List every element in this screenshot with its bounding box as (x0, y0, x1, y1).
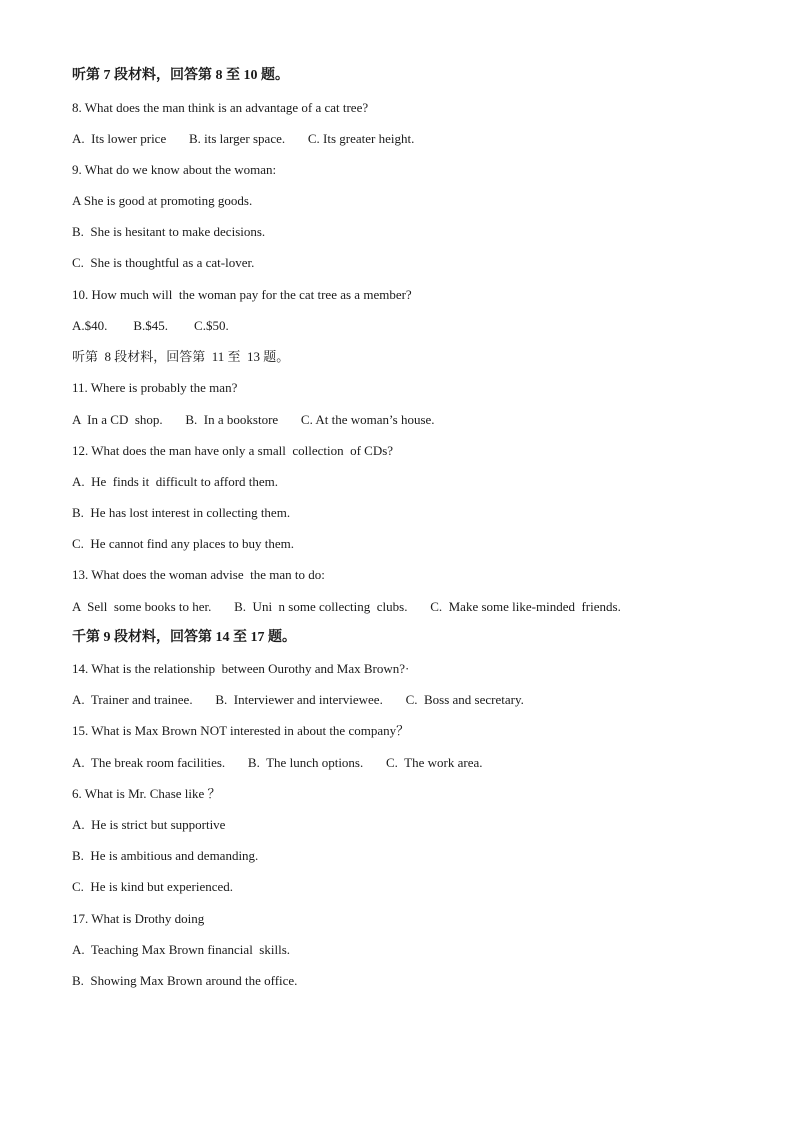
question-14-options: A. Trainer and trainee. B. Interviewer and interviewee. C. Boss and secretary. (72, 692, 524, 707)
question-15-stem: 15. What is Max Brown NOT interested in about the company？ (72, 723, 410, 738)
question-15-options: A. The break room facilities. B. The lunch options. C. The work area. (72, 755, 483, 770)
question-11-options: A In a CD shop. B. In a bookstore C. At the woman’s house. (72, 412, 435, 427)
question-16-option-a: A. He is strict but supportive (72, 817, 226, 832)
question-16-stem: 6. What is Mr. Chase like ？ (72, 786, 221, 801)
question-11-stem: 11. Where is probably the man? (72, 380, 238, 395)
question-9-option-b: B. She is hesitant to make decisions. (72, 224, 266, 239)
section-heading-8: 听第 8 段材料，回答第 11 至 13 题。 (72, 349, 290, 364)
question-17-stem: 17. What is Drothy doing (72, 911, 205, 926)
question-16-option-c: C. He is kind but experienced. (72, 879, 234, 894)
question-10-options: A.$40. B.$45. C.$50. (72, 318, 229, 333)
question-16-option-b: B. He is ambitious and demanding. (72, 848, 259, 863)
question-8-options: A. Its lower price B. its larger space. C. Its greater height. (72, 131, 415, 146)
question-12-option-b: B. He has lost interest in collecting them. (72, 505, 291, 520)
question-13-stem: 13. What does the woman advise the man to do: (72, 567, 325, 582)
question-14-stem: 14. What is the relationship between Ourothy and Max Brown?· (72, 661, 410, 676)
question-13-options: A Sell some books to her. B. Uni n some collecting clubs. C. Make some like-minded friends. (72, 599, 621, 614)
question-9-stem: 9. What do we know about the woman: (72, 162, 277, 177)
question-17-option-b: B. Showing Max Brown around the office. (72, 973, 298, 988)
question-17-option-a: A. Teaching Max Brown financial skills. (72, 942, 291, 957)
question-9-option-c: C. She is thoughtful as a cat-lover. (72, 255, 255, 270)
question-12-stem: 12. What does the man have only a small collection of CDs? (72, 443, 394, 458)
section-heading-7: 听第 7 段材料，回答第 8 至 10 题。 (72, 68, 289, 83)
question-10-stem: 10. How much will the woman pay for the cat tree as a member? (72, 287, 412, 302)
question-12-option-a: A. He finds it difficult to afford them. (72, 474, 279, 489)
section-heading-9: 千第 9 段材料，回答第 14 至 17 题。 (72, 630, 296, 645)
question-8-stem: 8. What does the man think is an advantage of a cat tree? (72, 100, 369, 115)
question-9-option-a: A She is good at promoting goods. (72, 193, 253, 208)
question-12-option-c: C. He cannot find any places to buy them. (72, 536, 295, 551)
